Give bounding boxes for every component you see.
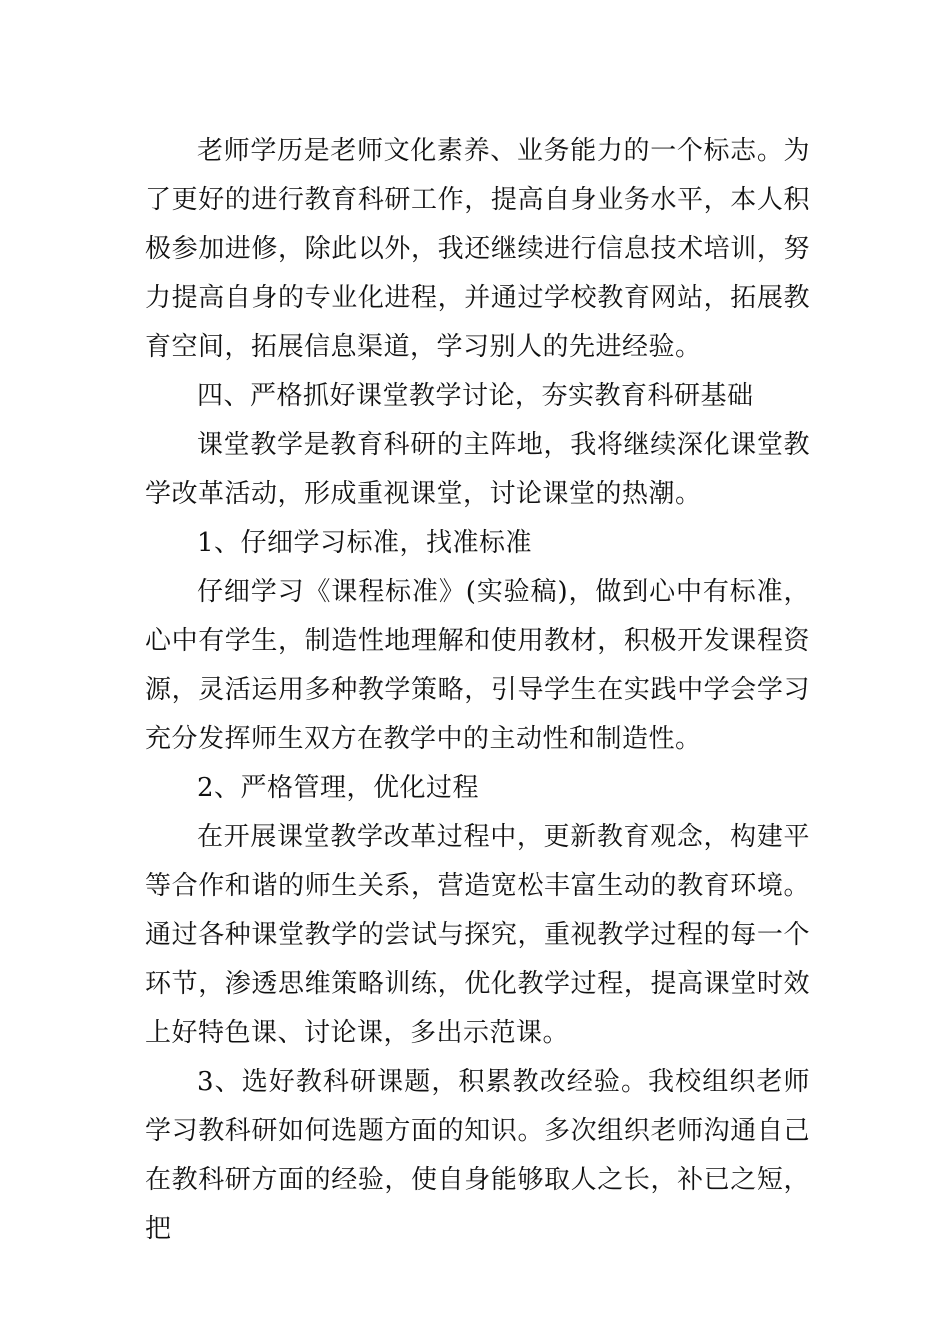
- subheading-one: 1、仔细学习标准，找准标准: [197, 528, 533, 558]
- paragraph-classroom-reform: 在开展课堂教学改革过程中，更新教育观念，构建平等合作和谐的师生关系，营造宽松丰富生动的教育环境。通过各种课堂教学的尝试与探究，重视教学过程的每一个环节，渗透思维策略训练，优化教学过程，提高课堂时效上好特色课、讨论课，多出示范课。: [145, 822, 810, 1048]
- paragraph-curriculum-standard: 仔细学习《课程标准》(实验稿)，做到心中有标准，心中有学生，制造性地理解和使用教材，积极开发课程资源，灵活运用多种教学策略，引导学生在实践中学会学习充分发挥师生双方在教学中的主动性和制造性。: [145, 577, 810, 754]
- subheading-two: 2、严格管理，优化过程: [197, 773, 480, 803]
- paragraph-teacher-education: 老师学历是老师文化素养、业务能力的一个标志。为了更好的进行教育科研工作，提高自身业务水平，本人积极参加进修，除此以外，我还继续进行信息技术培训，努力提高自身的专业化进程，并通过学校教育网站，拓展教育空间，拓展信息渠道，学习别人的先进经验。: [145, 136, 810, 362]
- document-body: [145, 127, 810, 1254]
- paragraph-research-topics: 3、选好教科研课题，积累教改经验。我校组织老师学习教科研如何选题方面的知识。多次组织老师沟通自己在教科研方面的经验，使自身能够取人之长，补已之短，把: [145, 1067, 810, 1244]
- section-heading-four: 四、严格抓好课堂教学讨论，夯实教育科研基础: [197, 381, 754, 411]
- paragraph-classroom-teaching: 课堂教学是教育科研的主阵地，我将继续深化课堂教学改革活动，形成重视课堂，讨论课堂的热潮。: [145, 430, 810, 509]
